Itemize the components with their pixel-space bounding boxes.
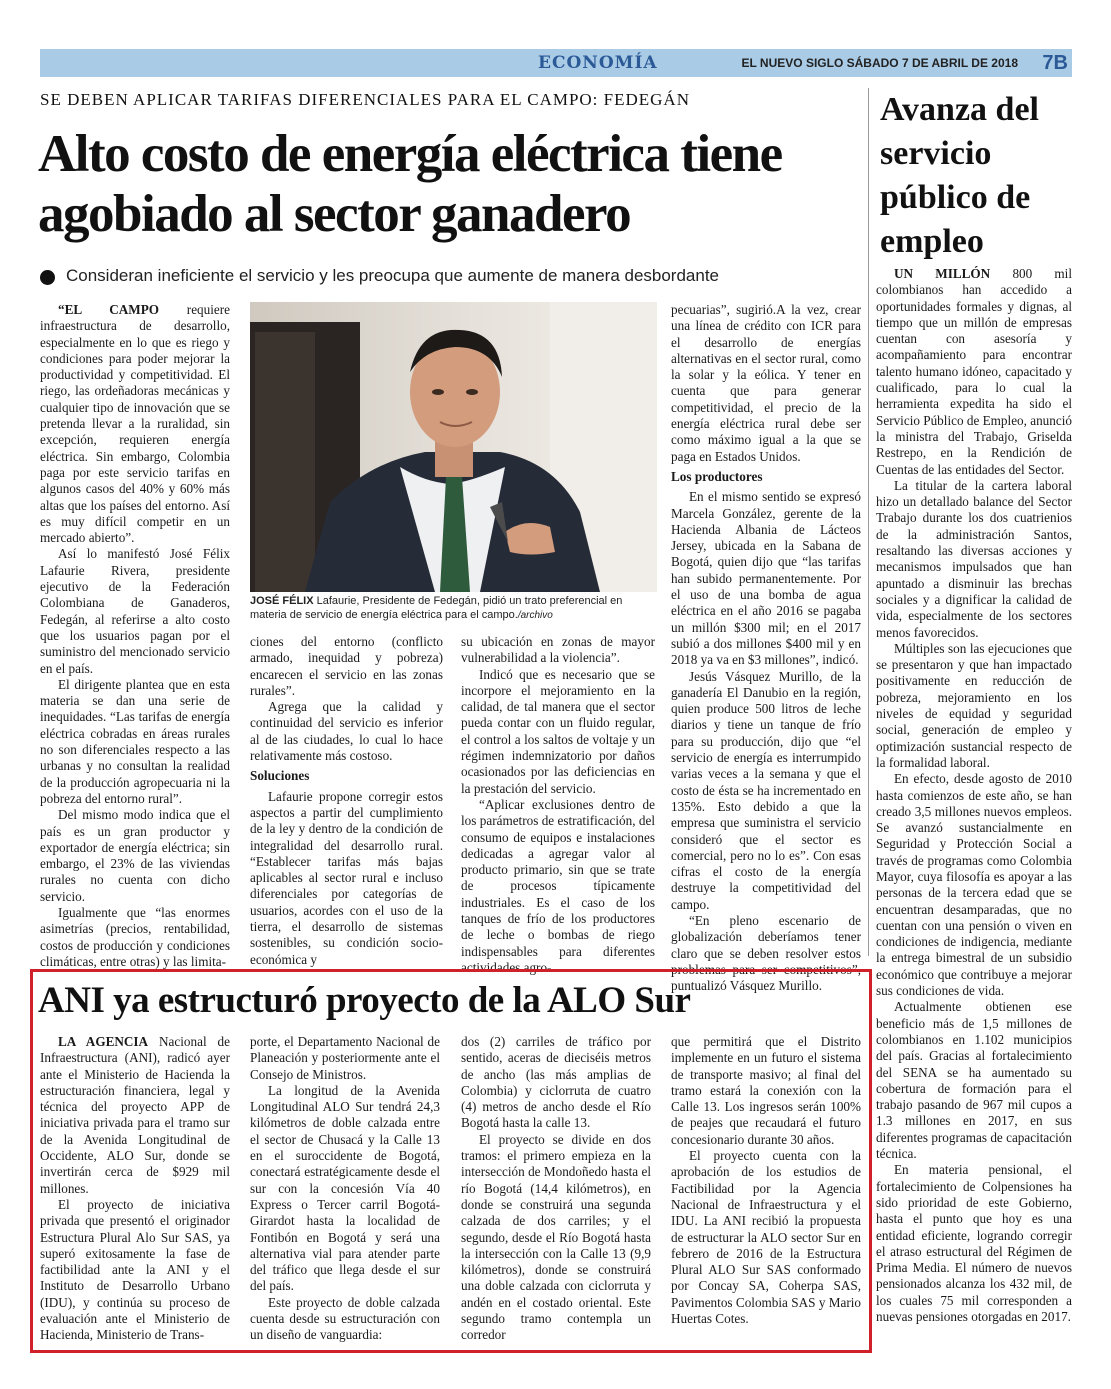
paragraph: Jesús Vásquez Murillo, de la ganadería El Danubio en la región, quien produce 500 litros de leche diarios y tiene un tanque de frío para su producción, dijo que “el servicio de energía es interrumpido varias veces a la semana y que el costo de ésta se ha incrementado en 135%. Esto debido a que la empresa que suministra el servicio consideró que el sector es comercial, pero no lo es”. Con esas cifras el costo de la energía destruye la competitividad del campo. [671, 668, 861, 912]
caption-text: Lafaurie, Presidente de Fedegán, pidió un trato preferencial en materia de servicio de energía eléctrica para el campo. [250, 595, 623, 621]
boxed-column-2 [250, 1034, 440, 1344]
paragraph: Nacional de Infraestructura (ANI), radicó ayer ante el Ministerio de Hacienda la estructuración financiera, legal y técnica del proyecto APP de iniciativa privada para el tramo sur de la Avenida Longitudinal de Occidente, ALO Sur, donde se invertirán cerca de $929 mil millones. [40, 1034, 230, 1196]
paragraph: requiere infraestructura de desarrollo, especialmente en lo que es riego y condiciones para poder mejorar la productividad y competitividad. El riego, las ordeñadoras mecánicas y cualquier tipo de innovación que se pretenda llevar a la ruralidad, sin excepción, requieren energía eléctrica. Sin embargo, Colombia paga por este servicio tarifas en algunos casos del 40% y 60% más altas que los países del entorno. Así es muy difícil competir en un mercado abierto”. [40, 302, 230, 546]
paragraph: que permitirá que el Distrito implemente en un futuro el sistema de transporte masivo; al final del tramo estará la conexión con la Calle 13. Los ingresos serán 100% de peajes que recaudará el futuro concesionario durante 30 años. [671, 1034, 861, 1147]
sidebar-body [876, 266, 1072, 1325]
boxed-column-4 [671, 1034, 861, 1327]
article-column-2 [250, 634, 443, 968]
caption-credit: /archivo [517, 610, 553, 621]
article-lead-text: Consideran ineficiente el servicio y les preocupa que aumente de manera desbordante [66, 266, 720, 285]
paragraph: En el mismo sentido se expresó Marcela González, gerente de la Hacienda Albania de Lácteos Jersey, ubicada en la Sabana de Bogotá, quien dijo que “las tarifas han subido permanentemente. Por el uso de una bomba de agua eléctrica en el año 2016 se pagaba un millón $300 mil; en el 2017 subió a dos millones $400 mil y en 2018 ya va en $3 millones”, indicó. [671, 489, 861, 668]
sidebar-headline: Avanza del servicio público de empleo [880, 91, 1039, 260]
paragraph: El proyecto cuenta con la aprobación de los estudios de Factibilidad por la Agencia Nacional de Infraestructura y el IDU. La ANI recibió la propuesta de estructurar la ALO sector Sur en febrero de 2016 de la Estructura Plural ALO Sur SAS conformado por Concay SA, Coherpa SAS, Pavimentos Colombia SAS y Mario Huertas Cotes. [671, 1148, 861, 1327]
newspaper-date-line: EL NUEVO SIGLO SÁBADO 7 DE ABRIL DE 2018 [741, 56, 1018, 70]
paragraph: pecuarias”, sugirió.A la vez, crear una línea de crédito con ICR para el desarrollo de energías alternativas en el sector rural, como la solar y la eólica. Y tener en cuenta que para generar competitividad, el precio de la energía eléctrica rural debe ser como máximo igual a la que se paga en Estados Unidos. [671, 302, 861, 464]
lead-word: “EL CAMPO [58, 302, 160, 317]
paragraph: Este proyecto de doble calzada cuenta desde su estructuración con un diseño de vanguardia: [250, 1294, 440, 1343]
paragraph: ciones del entorno (conflicto armado, inequidad y pobreza) encarecen el servicio en las zonas rurales”. [250, 634, 443, 698]
paragraph: dos (2) carriles de tráfico por sentido, aceras de dieciséis metros de ancho (las más amplias de Colombia) y ciclorruta de cuatro (4) metros de ancho desde el Río Bogotá hasta la calle 13. [461, 1034, 651, 1131]
boxed-column-3 [461, 1034, 651, 1344]
paragraph: “Aplicar exclusiones dentro de los parámetros de estratificación, del consumo de equipos e instalaciones dedicadas a agregar valor al producto primario, sin que se trate de procesos típicamente industriales. Es el caso de los tanques de frío de los productores de leche o bombas de riego indispensables para diferentes actividades agro- [461, 796, 655, 975]
subhead: Los productores [671, 468, 763, 484]
paragraph: Actualmente obtienen ese beneficio más de 1,5 millones de colombianos en 1.102 municipios del país. Gracias al fortalecimiento del SENA se ha aumentado su cobertura de formación para el trabajo pasando de 967 mil cupos a 1.3 millones en 2017, en sus diferentes programas de capacitación técnica. [876, 999, 1072, 1162]
paragraph: 800 mil colombianos han accedido a oportunidades formales y dignas, al tiempo que un millón de empresas cuentan con asesoría y acompañamiento para encontrar talento humano idóneo, capacitado y cualificado, para lo cual la herramienta expedita ha sido el Servicio Público de Empleo, anunció la ministra del Trabajo, Griselda Restrepo, en la Rendición de Cuentas de las entidades del Sector. [876, 266, 1073, 477]
boxed-story-headline: ANI ya estructuró proyecto de la ALO Sur [38, 980, 691, 1021]
paragraph: Del mismo modo indica que el país es un gran productor y exportador de energía eléctrica; sin embargo, el 23% de las viviendas rurales no cuenta con dicho servicio. [40, 807, 230, 904]
bullet-icon [40, 270, 55, 285]
caption-name: JOSÉ FÉLIX [250, 595, 314, 607]
article-column-3 [461, 634, 655, 976]
paragraph: La titular de la cartera laboral hizo un detallado balance del Sector Trabajo durante los dos cuatrienios de la administración Santos, resaltando las diversas acciones y mecanismos impulsados que han apuntado a disminuir las brechas sociales y a dignificar la calidad de vida, especialmente de los sectores menos favorecidos. [876, 477, 1072, 640]
lead-word: UN MILLÓN [894, 266, 991, 281]
paragraph: El proyecto se divide en dos tramos: el primero empieza en la intersección de Mondoñedo hasta el río Bogotá (14,4 kilómetros), en donde se construirá una segunda calzada de dos carriles; y el segundo, desde el Río Bogotá hasta la intersección con la Calle 13 (9,9 kilómetros), donde se construirá una doble calzada con ciclorruta y andén en el costado oriental. Este segundo tramo contempla un corredor [461, 1131, 651, 1343]
paragraph: Agrega que la calidad y continuidad del servicio es inferior al de las ciudades, lo cual lo hace relativamente más costoso. [250, 699, 443, 764]
paragraph: su ubicación en zonas de mayor vulnerabilidad a la violencia”. [461, 634, 655, 666]
portrait-photo-illustration [250, 302, 657, 592]
article-lead [40, 266, 870, 290]
paragraph: Igualmente que “las enormes asimetrías (precios, rentabilidad, costos de producción y condiciones climáticas, entre otras) y las limita- [40, 904, 230, 969]
article-column-4 [671, 302, 861, 994]
paragraph: Lafaurie propone corregir estos aspectos a partir del cumplimiento de la ley y dentro de la condición de integralidad del desarrollo rural. “Establecer tarifas más bajas aplicables al sector rural e incluso diferenciales por categorías de usuarios, acordes con el uso de la tierra, el desarrollo de sistemas sostenibles, su condición socio-económica y [250, 788, 443, 967]
paragraph: Múltiples son las ejecuciones que se presentaron y que han impactado positivamente en reducción de pobreza, mejoramiento en los niveles de equidad y seguridad social, generación de empleo y optimización sustancial respecto de la formalidad laboral. [876, 640, 1072, 770]
paragraph: En efecto, desde agosto de 2010 hasta comienzos de este año, se han creado 3,5 millones nuevos empleos. Se avanzó sustancialmente en Seguridad y Protección Social a través de programas como Colombia Mayor, cuya filosofía es apoyar a las personas de la tercera edad que se encuentran desamparadas, que no cuentan con una pensión o viven en condiciones de indigencia, mediante la entrega bimestral de un subsidio económico que contribuye a mejorar sus condiciones de vida. [876, 771, 1072, 999]
paragraph: porte, el Departamento Nacional de Planeación y posteriormente ante el Consejo de Ministros. [250, 1034, 440, 1082]
paragraph: La longitud de la Avenida Longitudinal ALO Sur tendrá 24,3 kilómetros de doble calzada entre el sector de Chusacá y la Calle 13 en el suroccidente de Bogotá, conectará estratégicamente desde el sur con la concesión Vía 40 Express o Tercer carril Bogotá-Girardot hasta la localidad de Fontibón en Bogotá y será una alternativa vial para atender parte del tráfico que llega desde el sur del país. [250, 1082, 440, 1294]
article-column-1 [40, 302, 230, 970]
article-headline: Alto costo de energía eléctrica tiene agobiado al sector ganadero [38, 125, 782, 243]
paragraph: Indicó que es necesario que se incorpore el mejoramiento en la calidad, de tal manera que el sector pueda contar con un fluido regular, el control a los saltos de voltaje y un régimen indemnizatorio por daños ocasionados por las deficiencias en la prestación del servicio. [461, 666, 655, 796]
paragraph: En materia pensional, el fortalecimiento de Colpensiones ha sido prioridad de este Gobierno, hasta el punto que hoy es una entidad eficiente, logrando corregir el atraso estructural del Régimen de Prima Media. El número de nuevos pensionados alcanza los 432 mil, de los cuales 75 mil corresponden a nuevas pensiones otorgadas en 2017. [876, 1162, 1072, 1324]
page-number: 7B [1042, 52, 1068, 74]
paragraph: El dirigente plantea que en esta materia se dan una serie de inequidades. “Las tarifas de energía eléctrica cobradas en áreas rurales no son diferenciales respecto a las urbanas y no consultan la realidad de la producción agropecuaria ni la pobreza del entorno rural”. [40, 676, 230, 806]
paragraph: Así lo manifestó José Félix Lafaurie Rivera, presidente ejecutivo de la Federación Colombiana de Ganaderos, Fedegán, al referirse a alto costo que los usuarios pagan por el suministro del mencionado servicio en el país. [40, 546, 230, 676]
article-kicker: SE DEBEN APLICAR TARIFAS DIFERENCIALES PARA EL CAMPO: FEDEGÁN [40, 90, 690, 109]
section-label: ECONOMÍA [538, 53, 658, 73]
article-photo [250, 302, 657, 592]
column-divider [868, 88, 869, 956]
page-header-band [40, 49, 1072, 77]
boxed-column-1 [40, 1034, 230, 1344]
paragraph: El proyecto de iniciativa privada que presentó el originador Estructura Plural Alo Sur SAS, ya superó exitosamente la fase de factibilidad ante la ANI y el Instituto de Desarrollo Urbano (IDU), y continúa su proceso de evaluación ante el Ministerio de Hacienda, Ministerio de Trans- [40, 1196, 230, 1343]
photo-caption [250, 594, 660, 623]
subhead: Soluciones [250, 768, 310, 784]
lead-word: LA AGENCIA [58, 1034, 149, 1049]
paragraph: “En pleno escenario de globalización deberíamos tener claro que se deben resolver estos problemas para ser competitivos”, puntualizó Vásquez Murillo. [671, 912, 861, 994]
